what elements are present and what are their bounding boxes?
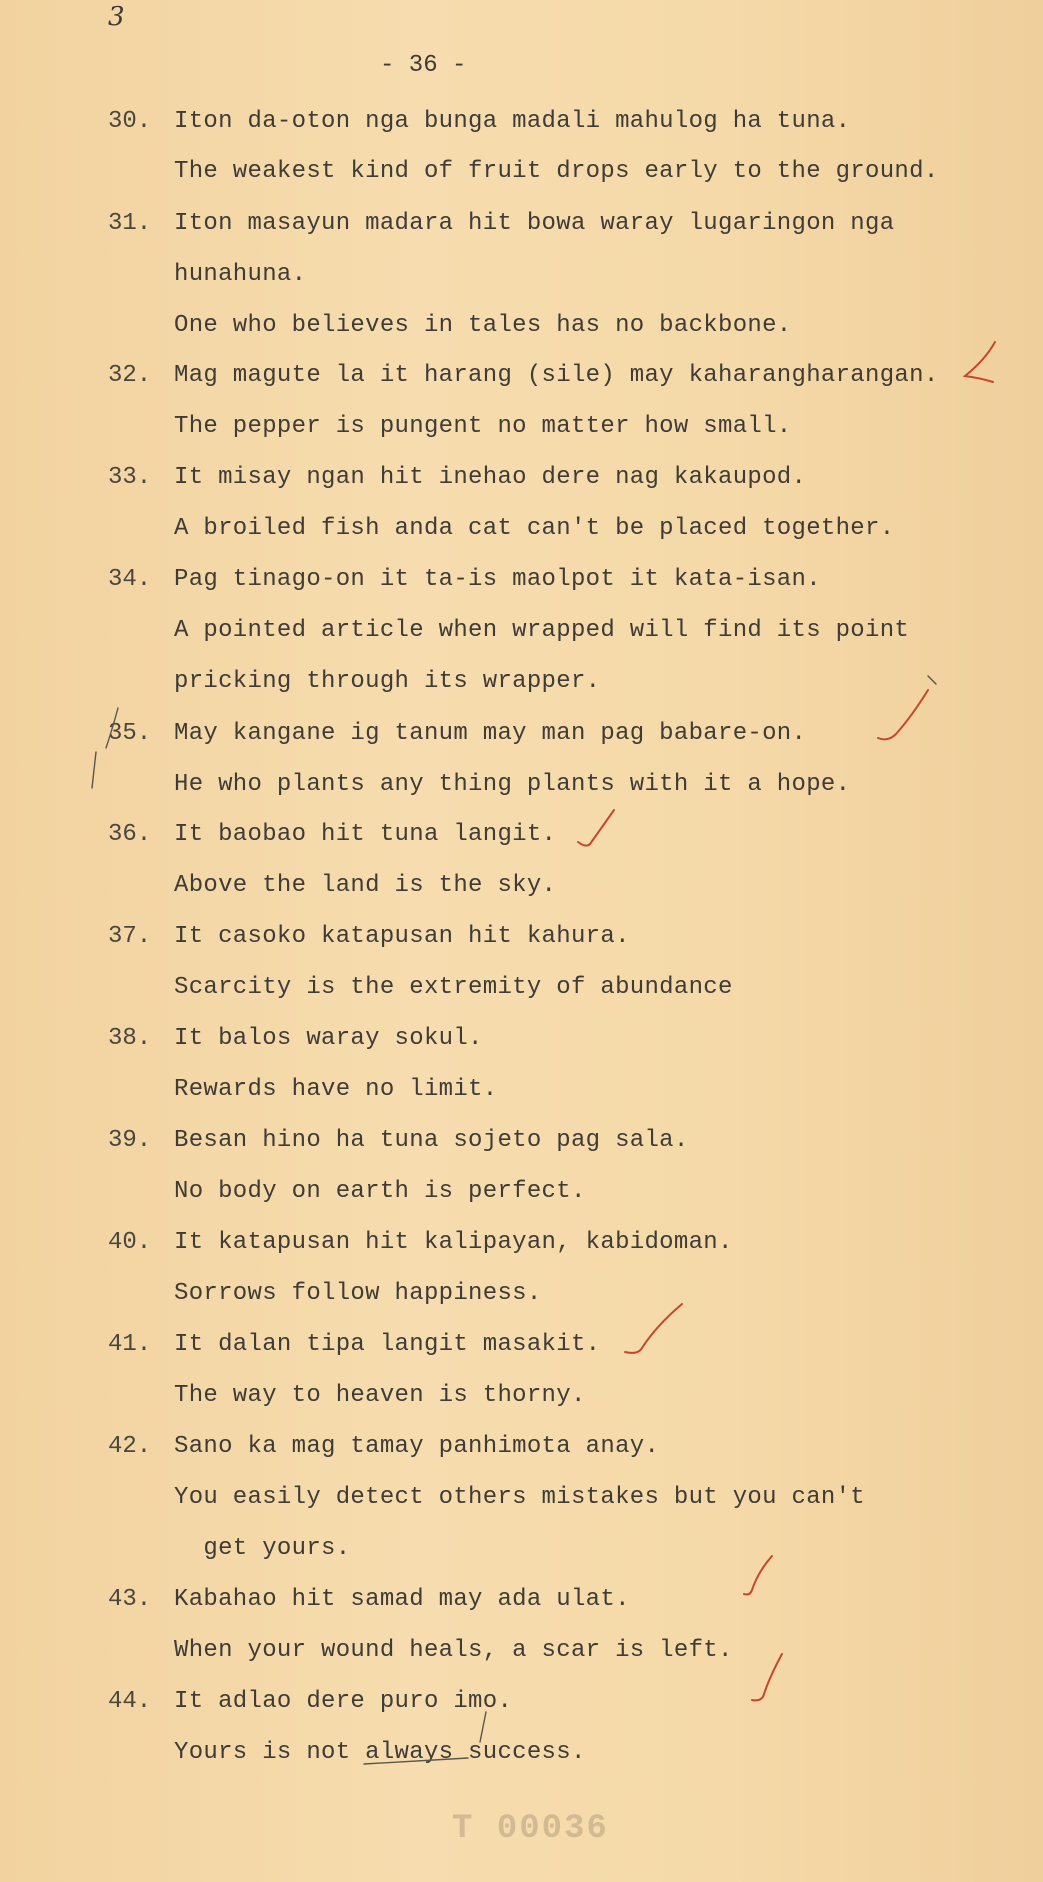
translation-text-30: The weakest kind of fruit drops early to the ground. xyxy=(174,158,939,185)
proverb-text-42: Sano ka mag tamay panhimota anay. xyxy=(174,1433,660,1460)
translation-text-39: No body on earth is perfect. xyxy=(174,1178,586,1205)
proverb-text-33: It misay ngan hit inehao dere nag kakaupod. xyxy=(174,464,807,491)
page-number: - 36 - xyxy=(380,52,467,79)
translation-text-41: The way to heaven is thorny. xyxy=(174,1382,586,1409)
proverb-text-39: Besan hino ha tuna sojeto pag sala. xyxy=(174,1127,689,1154)
translation-text-37: Scarcity is the extremity of abundance xyxy=(174,974,733,1001)
entry-number-32: 32. xyxy=(108,362,152,389)
proverb-text-35: May kangane ig tanum may man pag babare-on. xyxy=(174,720,807,747)
proverb-text-40: It katapusan hit kalipayan, kabidoman. xyxy=(174,1229,733,1256)
translation-text-33: A broiled fish anda cat can't be placed together. xyxy=(174,515,895,542)
entry-number-30: 30. xyxy=(108,108,152,135)
translation-text-32: The pepper is pungent no matter how small. xyxy=(174,413,792,440)
translation-text-44: Yours is not always success. xyxy=(174,1739,586,1766)
entry-number-35: 35. xyxy=(108,720,152,747)
translation-text-36: Above the land is the sky. xyxy=(174,872,557,899)
proverb-text-32: Mag magute la it harang (sile) may kaharangharangan. xyxy=(174,362,939,389)
archive-stamp: T 00036 xyxy=(452,1810,609,1848)
entry-number-41: 41. xyxy=(108,1331,152,1358)
translation-text-38: Rewards have no limit. xyxy=(174,1076,498,1103)
proverb-text-31: Iton masayun madara hit bowa waray lugaringon nga xyxy=(174,210,895,237)
translation-text-34: A pointed article when wrapped will find its point xyxy=(174,617,910,644)
proverb-text-31-cont: hunahuna. xyxy=(174,261,307,288)
entry-number-44: 44. xyxy=(108,1688,152,1715)
proverb-text-41: It dalan tipa langit masakit. xyxy=(174,1331,601,1358)
proverb-text-44: It adlao dere puro imo. xyxy=(174,1688,513,1715)
corner-page-marker: 3 xyxy=(108,2,125,32)
translation-text-42: You easily detect others mistakes but you can't xyxy=(174,1484,866,1511)
entry-number-37: 37. xyxy=(108,923,152,950)
translation-text-43: When your wound heals, a scar is left. xyxy=(174,1637,733,1664)
entry-number-34: 34. xyxy=(108,566,152,593)
entry-number-39: 39. xyxy=(108,1127,152,1154)
proverb-text-38: It balos waray sokul. xyxy=(174,1025,483,1052)
proverb-text-43: Kabahao hit samad may ada ulat. xyxy=(174,1586,630,1613)
entry-number-42: 42. xyxy=(108,1433,152,1460)
entry-number-43: 43. xyxy=(108,1586,152,1613)
proverb-text-34: Pag tinago-on it ta-is maolpot it kata-isan. xyxy=(174,566,821,593)
translation-text-34-cont: pricking through its wrapper. xyxy=(174,668,601,695)
translation-text-31: One who believes in tales has no backbone. xyxy=(174,312,792,339)
entry-number-31: 31. xyxy=(108,210,152,237)
proverb-text-36: It baobao hit tuna langit. xyxy=(174,821,557,848)
translation-text-40: Sorrows follow happiness. xyxy=(174,1280,542,1307)
entry-number-40: 40. xyxy=(108,1229,152,1256)
translation-text-42-cont: get yours. xyxy=(174,1535,351,1562)
entry-number-36: 36. xyxy=(108,821,152,848)
proverb-text-30: Iton da-oton nga bunga madali mahulog ha tuna. xyxy=(174,108,851,135)
entry-number-33: 33. xyxy=(108,464,152,491)
proverb-text-37: It casoko katapusan hit kahura. xyxy=(174,923,630,950)
entry-number-38: 38. xyxy=(108,1025,152,1052)
translation-text-35: He who plants any thing plants with it a hope. xyxy=(174,771,851,798)
